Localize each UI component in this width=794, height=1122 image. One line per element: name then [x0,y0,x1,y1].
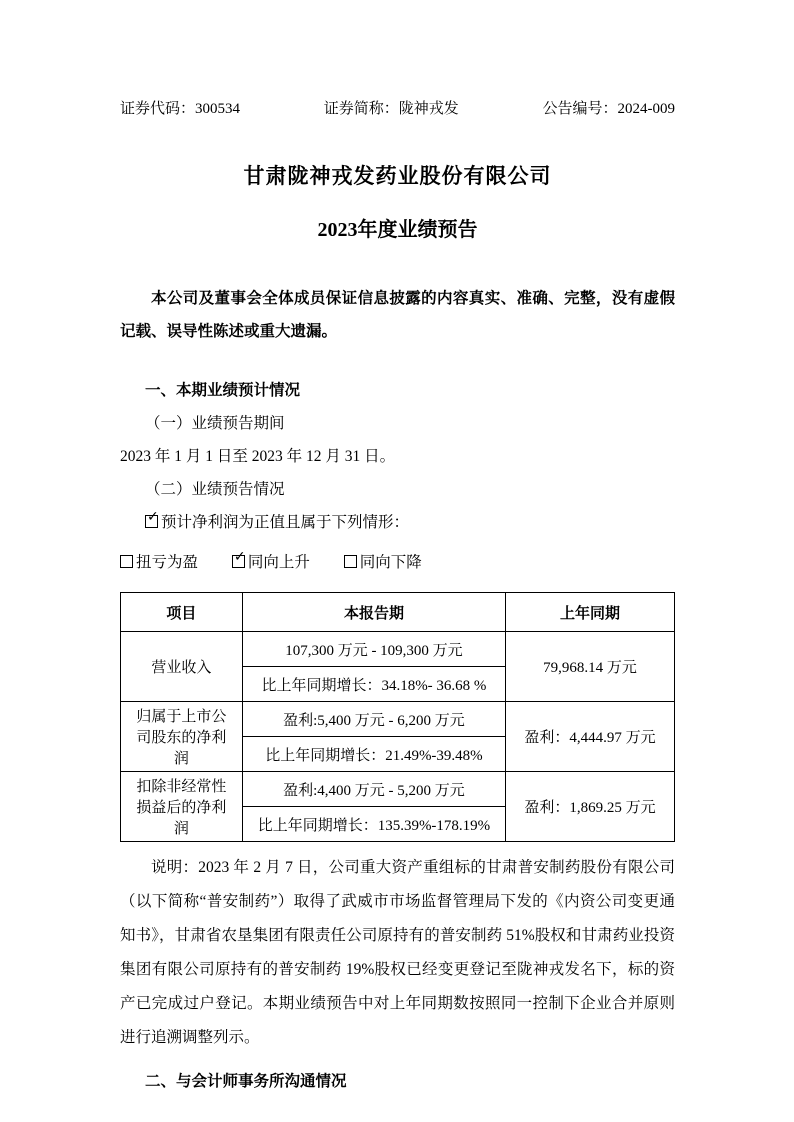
row-deducted-profit-current-growth: 比上年同期增长：135.39%-178.19% [242,807,505,842]
option-same-direction-down-label: 同向下降 [359,554,422,571]
table-row [121,702,675,737]
company-title: 甘肃陇神戎发药业股份有限公司 [243,164,552,188]
checkbox-checked-icon [145,509,159,528]
forecast-table [120,592,675,842]
row-revenue-item: 营业收入 [121,632,243,702]
forecast-period-text: 2023 年 1 月 1 日至 2023 年 12 月 31 日。 [120,448,396,465]
document-header [120,97,675,118]
header-item: 项目 [121,593,243,632]
row-net-profit-prior: 盈利：4,444.97 万元 [506,702,675,772]
check-mark-icon: ✓ [147,509,159,525]
announcement-number: 公告编号：2024-009 [542,101,675,117]
sub-heading-forecast-status: （二）业绩预告情况 [145,481,285,498]
row-revenue-current-range: 107,300 万元 - 109,300 万元 [242,632,505,667]
checkbox-unchecked-icon [120,555,133,568]
section-two-heading: 二、与会计师事务所沟通情况 [145,1073,347,1090]
announcement-title: 2023年度业绩预告 [317,219,478,241]
table-row [121,632,675,667]
option-turnaround [120,554,198,571]
header-prior-period: 上年同期 [506,593,675,632]
scenario-options-line [120,546,675,579]
stock-code: 证券代码：300534 [120,101,241,117]
sub-heading-forecast-period: （一）业绩预告期间 [145,415,285,432]
check-mark-icon: ✓ [233,549,246,565]
row-revenue-prior: 79,968.14 万元 [506,632,675,702]
table-header-row [121,593,675,632]
row-deducted-profit-current-range: 盈利:4,400 万元 - 5,200 万元 [242,772,505,807]
header-current-period: 本报告期 [242,593,505,632]
table-row [121,772,675,807]
option-same-direction-down [344,554,422,571]
profit-status-label: 预计净利润为正值且属于下列情形： [161,514,410,531]
disclaimer-paragraph: 本公司及董事会全体成员保证信息披露的内容真实、准确、完整，没有虚假记载、误导性陈述或重大遗漏。 [120,290,675,340]
row-deducted-profit-item: 扣除非经常性损益后的净利润 [121,772,243,842]
row-deducted-profit-prior: 盈利：1,869.25 万元 [506,772,675,842]
explanation-paragraph: 说明：2023 年 2 月 7 日，公司重大资产重组标的甘肃普安制药股份有限公司（以下简称“普安制药”）取得了武威市市场监督管理局下发的《内资公司变更通知书》，甘肃省农垦集团有限责任公司原持有的普安制药 51%股权和甘肃药业投资集团有限公司原持有的普安制药 19%股权已经变更登记至陇神戎发名下，标的资产已完成过户登记。本期业绩预告中对上年同期数按照同一控制下企业合并原则进行追溯调整列示。 [120,859,675,1046]
row-net-profit-current-growth: 比上年同期增长：21.49%-39.48% [242,737,505,772]
section-one-heading: 一、本期业绩预计情况 [145,382,301,399]
option-same-direction-up-label: 同向上升 [247,554,310,571]
row-net-profit-current-range: 盈利:5,400 万元 - 6,200 万元 [242,702,505,737]
profit-status-line [120,506,675,539]
checkbox-unchecked-icon [344,555,357,568]
option-turnaround-label: 扭亏为盈 [136,554,199,571]
row-net-profit-item: 归属于上市公司股东的净利润 [121,702,243,772]
option-same-direction-up [232,549,310,571]
checkbox-checked-icon [232,549,246,568]
stock-short-name: 证券简称：陇神戎发 [323,101,459,117]
row-revenue-current-growth: 比上年同期增长：34.18%- 36.68 % [242,667,505,702]
